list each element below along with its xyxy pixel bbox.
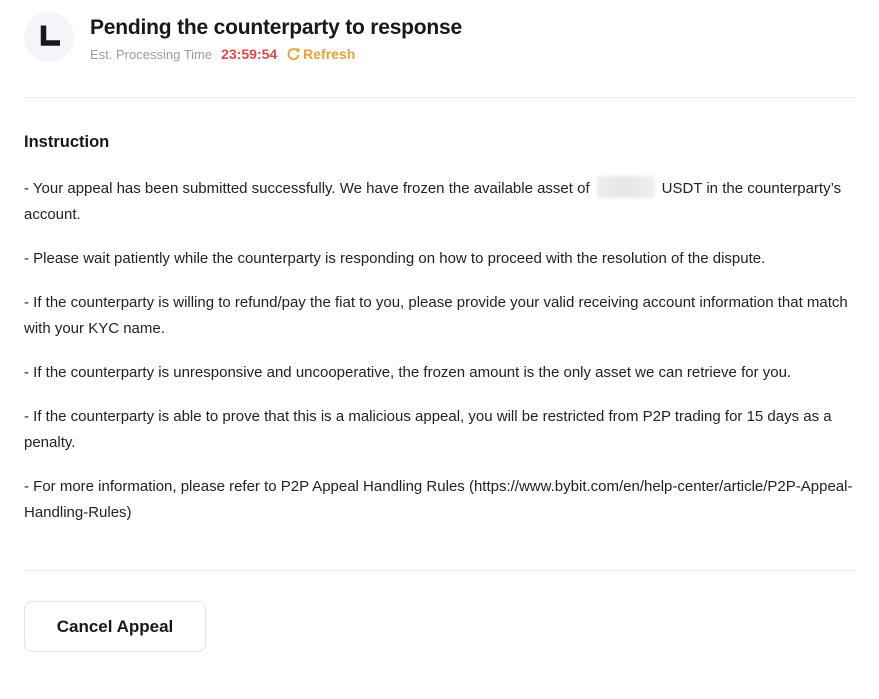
paragraph-text-after: USDT in the counterparty’s account. (24, 180, 842, 223)
countdown-timer: 23:59:54 (221, 46, 278, 62)
redacted-amount (597, 176, 655, 198)
processing-time-label: Est. Processing Time (90, 46, 213, 62)
instruction-heading: Instruction (24, 133, 110, 151)
instruction-paragraph: - If the counterparty is willing to refund/pay the fiat to you, please provide your valid receiving account information that match with your KYC name. (24, 294, 848, 337)
paragraph-text-before: - Your appeal has been submitted successfully. We have frozen the available asset of (24, 180, 590, 197)
instruction-paragraph: - If the counterparty is unresponsive and uncooperative, the frozen amount is the only asset we can retrieve for you. (24, 364, 792, 381)
page-title: Pending the counterparty to response (90, 16, 463, 39)
instruction-section (24, 133, 855, 526)
instruction-paragraph: - For more information, please refer to P2P Appeal Handling Rules (https://www.bybit.com/en/help-center/article/P2P-Appeal-Handling-Rules) (24, 478, 853, 521)
cancel-appeal-button[interactable]: Cancel Appeal (24, 601, 206, 652)
instruction-paragraph-frozen-asset (24, 176, 855, 228)
instruction-paragraph: - Please wait patiently while the counterparty is responding on how to proceed with the resolution of the dispute. (24, 250, 766, 267)
appeal-status-header (24, 0, 855, 62)
header-text (90, 12, 462, 62)
clock-icon (24, 12, 74, 62)
processing-time-row (90, 46, 462, 62)
refresh-label: Refresh (303, 46, 356, 62)
refresh-button[interactable] (286, 46, 355, 62)
instruction-paragraph: - If the counterparty is able to prove that this is a malicious appeal, you will be restricted from P2P trading for 15 days as a penalty. (24, 408, 832, 451)
header-divider (24, 97, 855, 98)
refresh-icon (286, 47, 301, 62)
footer-divider (24, 570, 855, 571)
